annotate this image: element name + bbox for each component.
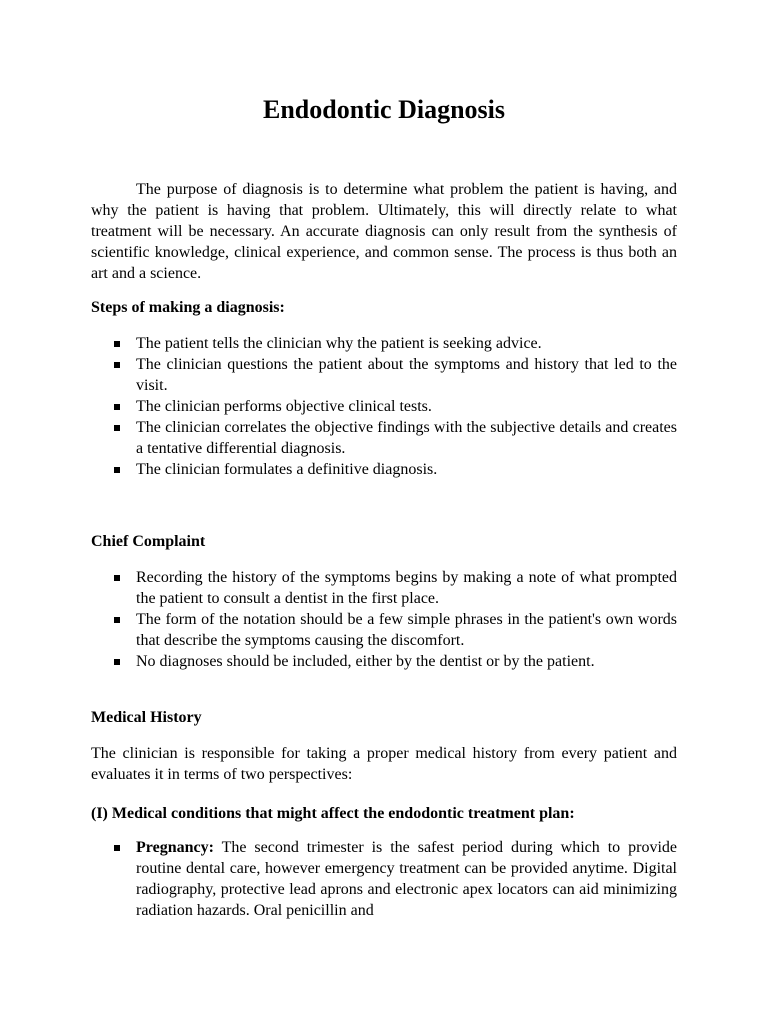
chief-complaint-list-wrapper [91, 567, 677, 672]
square-bullet-icon [114, 341, 120, 347]
square-bullet-icon [114, 575, 120, 581]
square-bullet-icon [114, 362, 120, 368]
document-title: Endodontic Diagnosis [262, 95, 506, 124]
chief-complaint-list [91, 567, 677, 672]
steps-heading: Steps of making a diagnosis: [91, 299, 285, 316]
medical-history-paragraph: The clinician is responsible for taking a proper medical history from every patient and evaluates it in terms of two perspectives: [91, 745, 677, 783]
list-item: No diagnoses should be included, either by the dentist or by the patient. [91, 651, 677, 672]
square-bullet-icon [114, 617, 120, 623]
medical-conditions-subsection [91, 803, 677, 824]
square-bullet-icon [114, 404, 120, 410]
medical-history-heading: Medical History [91, 709, 202, 726]
medical-conditions-heading: (I) Medical conditions that might affect the endodontic treatment plan: [91, 805, 575, 822]
intro-paragraph: The purpose of diagnosis is to determine what problem the patient is having, and why the patient is having that problem. Ultimately, this will directly relate to what treatment will be necessary. An accurate diagnosis can only result from the synthesis of scientific knowledge, clinical experience, and common sense. The process is thus both an art and a science. [91, 181, 677, 282]
square-bullet-icon [114, 659, 120, 665]
square-bullet-icon [114, 425, 120, 431]
square-bullet-icon [114, 845, 120, 851]
medical-history-section [91, 707, 677, 728]
list-item: The clinician performs objective clinical tests. [91, 396, 677, 417]
list-item: The clinician correlates the objective findings with the subjective details and creates a tentative differential diagnosis. [91, 417, 677, 459]
list-item: The form of the notation should be a few simple phrases in the patient's own words that describe the symptoms causing the discomfort. [91, 609, 677, 651]
medical-history-intro-wrapper [91, 743, 677, 785]
medical-conditions-list [91, 837, 677, 921]
steps-list-wrapper [91, 333, 677, 480]
steps-section [91, 297, 677, 318]
condition-text: The second trimester is the safest period during which to provide routine dental care, however emergency treatment can be provided anytime. Digital radiography, protective lead aprons and electronic apex locators can aid minimizing radiation hazards. Oral penicillin and [136, 839, 677, 919]
intro-section [91, 179, 677, 284]
list-item: The clinician formulates a definitive diagnosis. [91, 459, 677, 480]
chief-complaint-section [91, 531, 677, 552]
square-bullet-icon [114, 467, 120, 473]
medical-conditions-list-wrapper [91, 837, 677, 921]
list-item: The patient tells the clinician why the patient is seeking advice. [91, 333, 677, 354]
steps-list [91, 333, 677, 480]
condition-term: Pregnancy: [136, 839, 214, 856]
list-item [91, 837, 677, 921]
list-item: Recording the history of the symptoms begins by making a note of what prompted the patient to consult a dentist in the first place. [91, 567, 677, 609]
chief-complaint-heading: Chief Complaint [91, 533, 206, 550]
list-item: The clinician questions the patient about the symptoms and history that led to the visit. [91, 354, 677, 396]
